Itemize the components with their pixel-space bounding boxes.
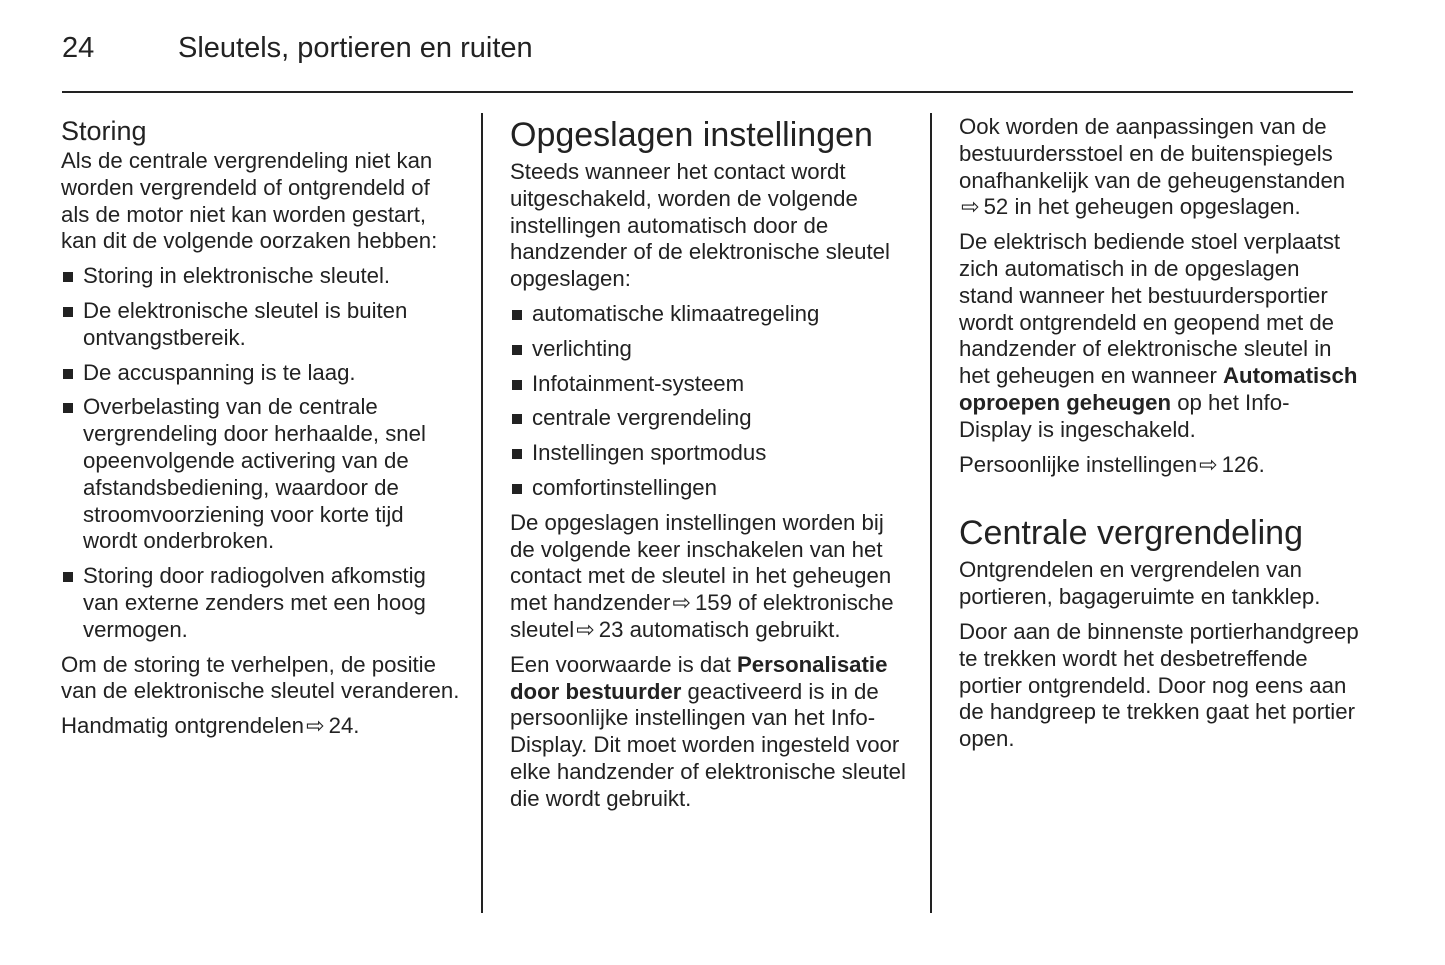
reference-page-link[interactable]: 24.	[328, 713, 360, 739]
list-item: comfortinstellingen	[510, 475, 912, 502]
centrale-vergrendeling-heading: Centrale vergrendeling	[959, 514, 1303, 553]
list-item: Infotainment-systeem	[510, 371, 912, 398]
mirror-seat-paragraph: Ook worden de aanpassingen van de bestuurdersstoel en de buitenspiegels onafhankelijk van de geheugenstanden⇨ 52 in het geheugen opgeslagen.	[959, 114, 1346, 220]
chapter-title: Sleutels, portieren en ruiten	[178, 32, 533, 64]
saved-settings-usage-paragraph: De opgeslagen instellingen worden bij de volgende keer inschakelen van het contact met de sleutel in het geheugen met handzender⇨ 159 of elektronische sleutel⇨ 23 automatisch gebruikt.	[510, 509, 894, 642]
reference-page-link[interactable]: 126.	[1221, 451, 1265, 477]
opgeslagen-intro: Steeds wanneer het contact wordt uitgeschakeld, worden de volgende instellingen automatisch door de handzender of de elektronische sleutel opgeslagen:	[510, 159, 890, 292]
list-item: Storing in elektronische sleutel.	[61, 263, 463, 290]
storing-causes-list	[61, 263, 463, 643]
list-item: centrale vergrendeling	[510, 405, 912, 432]
memory-recall-setting-name: Automatisch oproepen geheugen	[959, 363, 1358, 415]
reference-page-link[interactable]: 52	[983, 194, 1009, 220]
bullet-square-icon	[512, 345, 522, 355]
storing-fix-paragraph: Om de storing te verhelpen, de positie van de elektronische sleutel veranderen.	[61, 651, 460, 704]
personalisation-paragraph: Een voorwaarde is dat Personalisatie door bestuurder geactiveerd is in de persoonlijke instellingen van het Info-Display. Dit moet worden ingesteld voor elke handzender of elektronische sleutel die wordt gebruikt.	[510, 651, 906, 811]
reference-arrow-icon: ⇨	[576, 616, 595, 642]
list-item: De elektronische sleutel is buiten ontvangstbereik.	[61, 298, 463, 352]
column-3	[959, 114, 1359, 761]
page-number: 24	[62, 32, 95, 64]
bullet-square-icon	[512, 310, 522, 320]
header-rule	[62, 91, 1353, 93]
bullet-square-icon	[512, 449, 522, 459]
list-item: Instellingen sportmodus	[510, 440, 912, 467]
page-header	[62, 30, 1352, 66]
list-item: Storing door radiogolven afkomstig van externe zenders met een hoog vermogen.	[61, 563, 463, 643]
reference-arrow-icon: ⇨	[961, 194, 980, 220]
bullet-square-icon	[512, 484, 522, 494]
saved-settings-list	[510, 301, 912, 502]
bullet-square-icon	[512, 414, 522, 424]
opgeslagen-instellingen-heading: Opgeslagen instellingen	[510, 116, 873, 154]
personal-settings-reference: Persoonlijke instellingen⇨ 126.	[959, 451, 1265, 477]
bullet-square-icon	[512, 380, 522, 390]
electric-seat-paragraph: De elektrisch bediende stoel verplaatst zich automatisch in de opgeslagen stand wanneer het bestuurdersportier wordt ontgrendeld en geopend met de handzender of elektronische sleutel in het geheugen en wanneer Automatisch oproepen geheugen op het Info-Display is ingeschakeld.	[959, 229, 1358, 442]
bullet-square-icon	[63, 307, 73, 317]
column-2	[510, 114, 912, 821]
column-1	[61, 114, 463, 748]
personalisation-setting-name: Personalisatie door bestuurder	[510, 651, 888, 704]
column-divider-2	[930, 113, 932, 913]
bullet-square-icon	[63, 272, 73, 282]
reference-arrow-icon: ⇨	[306, 713, 325, 739]
list-item: automatische klimaatregeling	[510, 301, 912, 328]
door-handle-paragraph: Door aan de binnenste portierhandgreep te trekken wordt het desbetreffende portier ontgrendeld. Door nog eens aan de handgreep te trekken gaat het portier open.	[959, 618, 1359, 752]
locking-intro-paragraph: Ontgrendelen en vergrendelen van portieren, bagageruimte en tankklep.	[959, 557, 1321, 610]
list-item: De accuspanning is te laag.	[61, 360, 463, 387]
manual-unlock-reference: Handmatig ontgrendelen⇨ 24.	[61, 713, 360, 739]
bullet-square-icon	[63, 369, 73, 379]
column-divider-1	[481, 113, 483, 913]
bullet-square-icon	[63, 403, 73, 413]
reference-arrow-icon: ⇨	[672, 590, 691, 616]
reference-page-link[interactable]: 23	[598, 616, 624, 642]
reference-page-link[interactable]: 159	[694, 590, 732, 616]
bullet-square-icon	[63, 572, 73, 582]
reference-arrow-icon: ⇨	[1199, 451, 1218, 477]
storing-intro: Als de centrale vergrendeling niet kan worden vergrendeld of ontgrendeld of als de motor niet kan worden gestart, kan dit de volgende oorzaken hebben:	[61, 148, 438, 254]
list-item: Overbelasting van de centrale vergrendeling door herhaalde, snel opeenvolgende activering van de afstandsbediening, waardoor de stroomvoorziening voor korte tijd wordt onderbroken.	[61, 394, 463, 555]
list-item: verlichting	[510, 336, 912, 363]
storing-heading: Storing	[61, 116, 147, 146]
